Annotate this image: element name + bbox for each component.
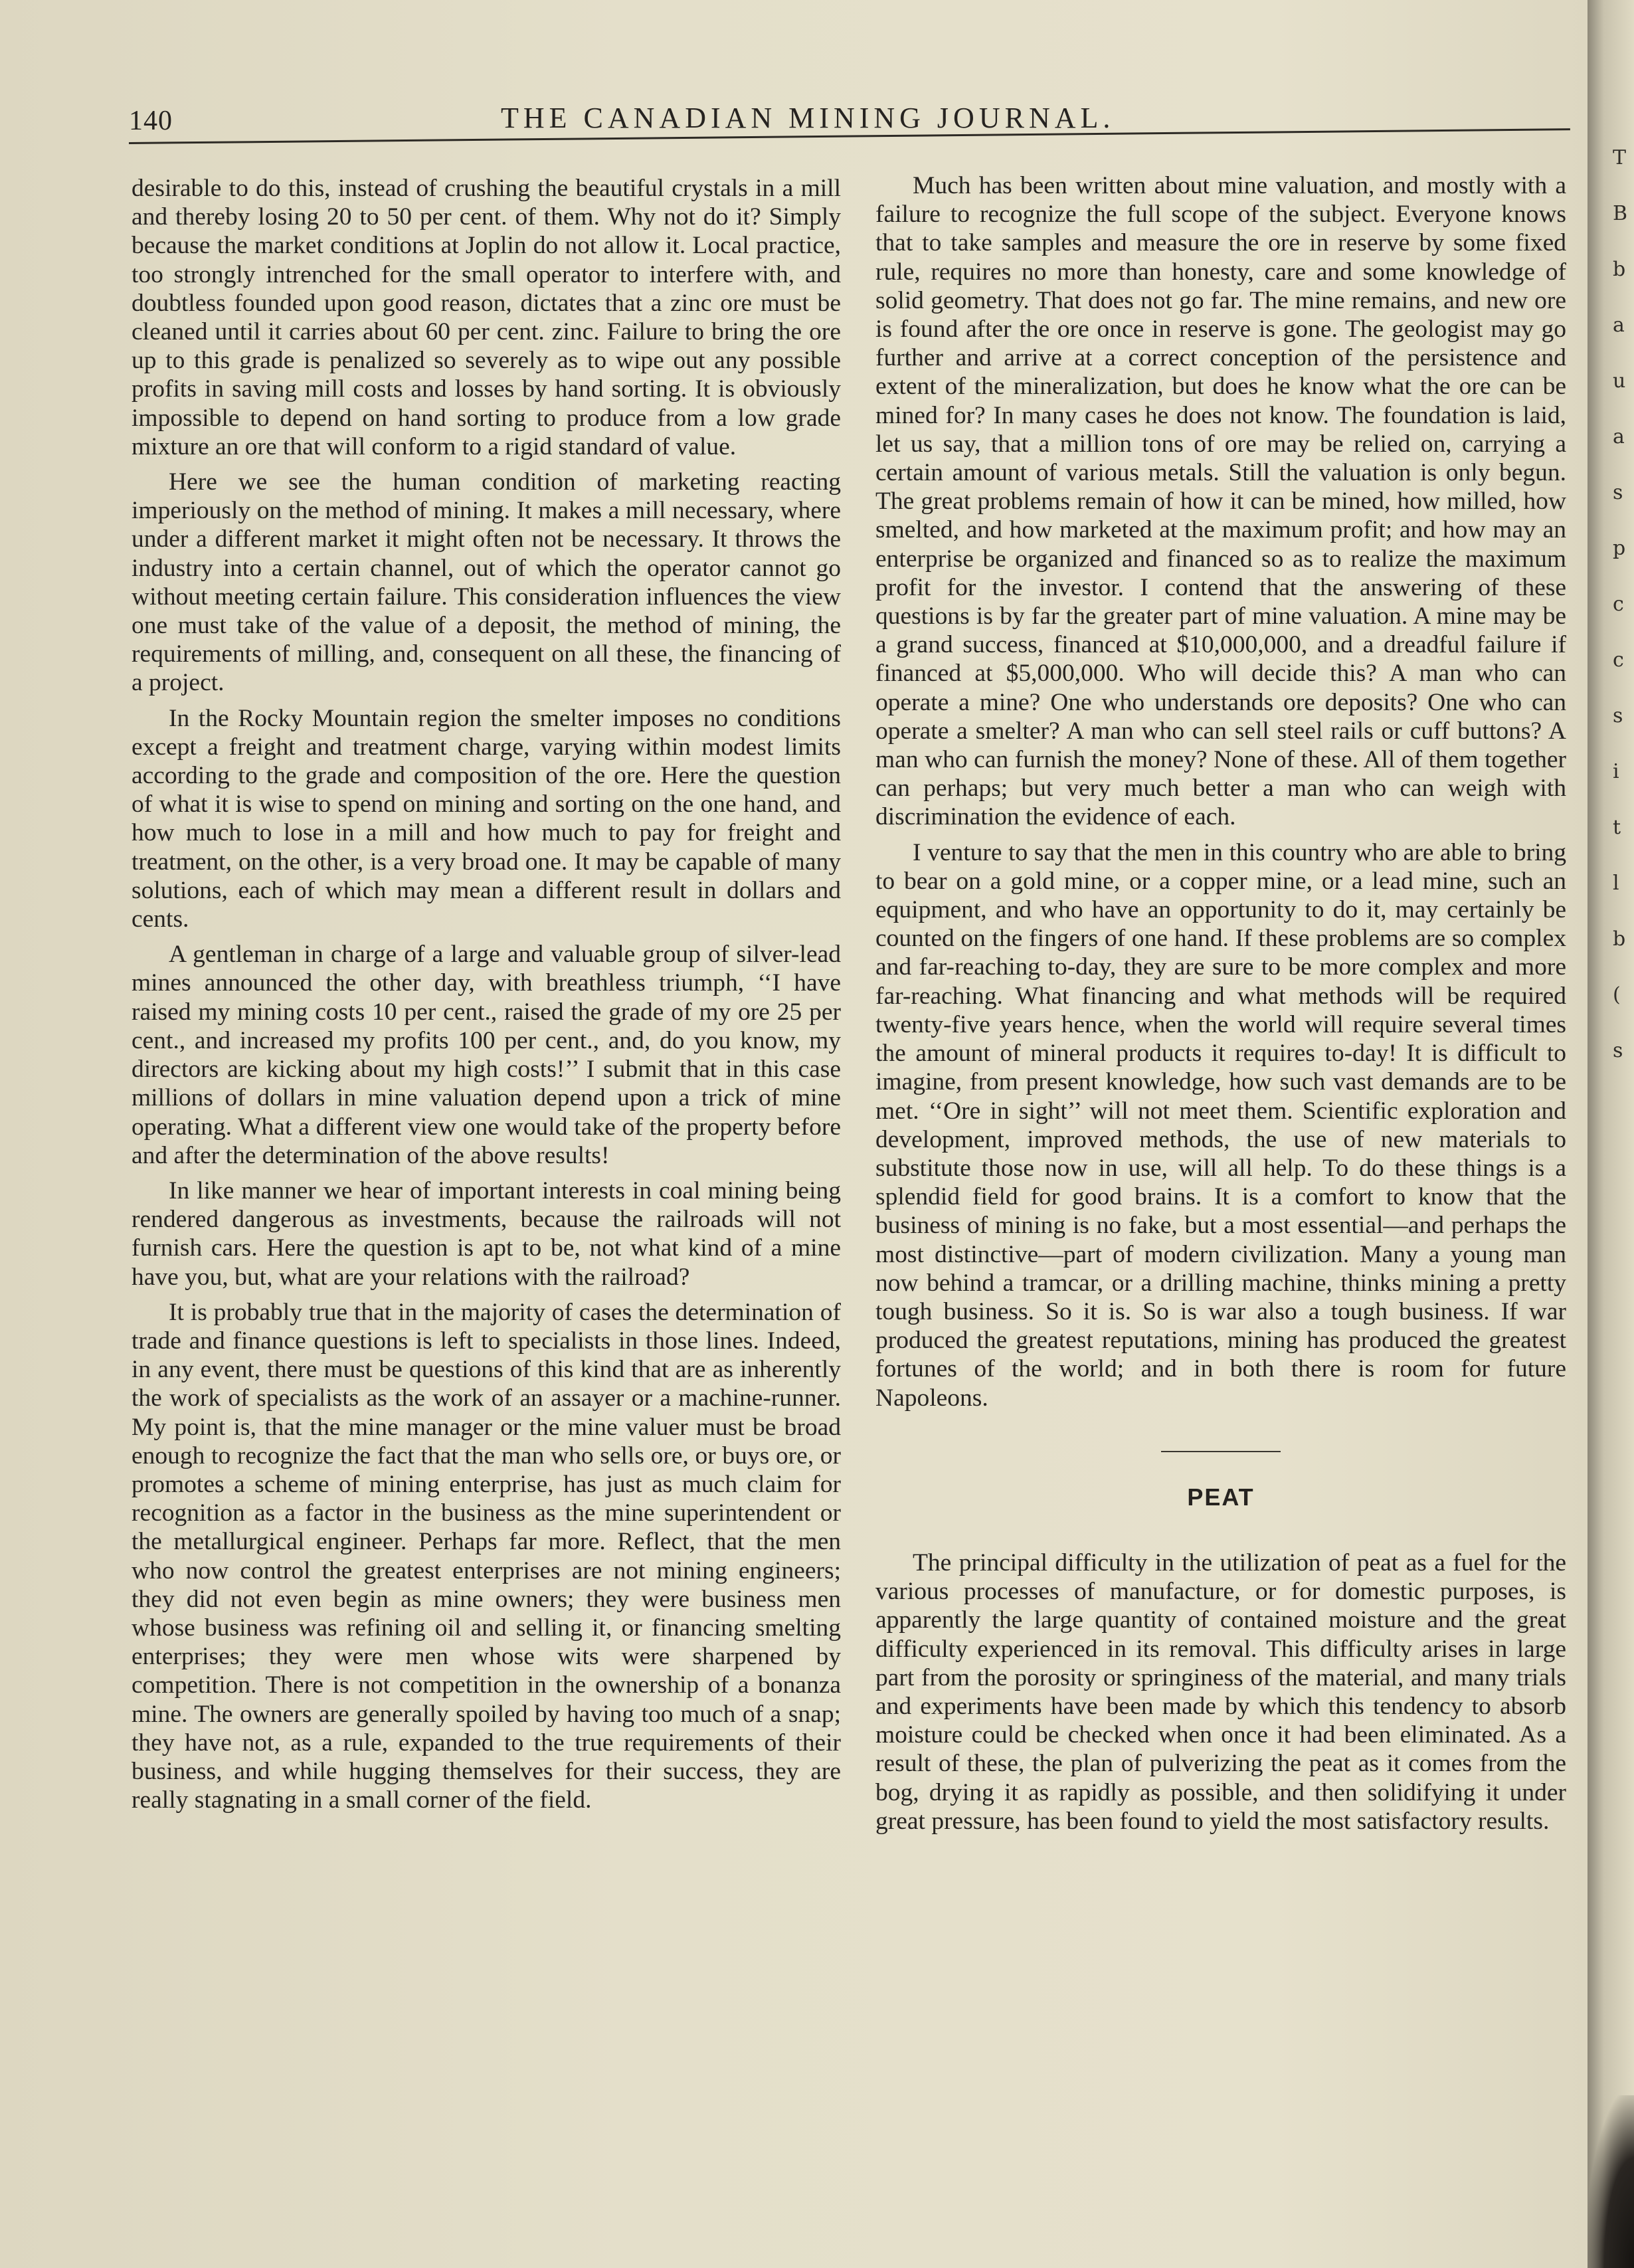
left-paragraph-4: A gentleman in charge of a large and valuable group of silver-lead mines announced the other day, with breathless triumph, ‘‘I have raised my mining costs 10 per cent., raised the grade of my ore 25 per cent., and increased my profits 100 per cent., and, do you know, my directors are kicking about my high costs!’’ I submit that in this case millions of dollars in mine valuation depend upon a trick of mine operating. What a different view one would take of the property before and after the determination of the above results! [132, 941, 841, 1169]
edge-letter: t [1613, 816, 1621, 839]
edge-letter: i [1613, 760, 1619, 783]
edge-letter: p [1613, 537, 1626, 560]
edge-letter: b [1613, 927, 1626, 951]
edge-letter: s [1613, 704, 1623, 727]
gutter-shadow [1588, 2095, 1634, 2268]
journal-title: THE CANADIAN MINING JOURNAL. [501, 102, 1115, 134]
edge-letter: a [1613, 314, 1625, 337]
left-paragraph-6: It is probably true that in the majority of cases the determination of trade and finance questions is left to specialists in those lines. Indeed, in any event, there must be questions of this kind that are as inherently the work of specialists as the work of an assayer or a machine-runner. My point is, that the mine manager or the mine valuer must be broad enough to recognize the fact that the man who sells ore, or buys ore, or promotes a scheme of mining enterprise, has just as much claim for recognition as a factor in the business as the mine superintendent or the metallurgical engineer. Perhaps far more. Reflect, that the men who now control the greatest enterprises are not mining engineers; they did not even begin as mine owners; they were business men whose business was refining oil and selling it, or financing smelting enterprises; they were men whose wits were sharpened by competition. There is not competition in the ownership of a bonanza mine. The owners are generally spoiled by having too much of a snap; they have not, as a rule, expanded to the true requirements of their business, and while hugging themselves for their success, they are really stagnating in a small corner of the field. [132, 1298, 841, 1814]
edge-letter: s [1613, 481, 1623, 504]
page-number: 140 [129, 106, 173, 136]
adjacent-page-edge [1613, 146, 1629, 1095]
left-paragraph-5: In like manner we hear of important interests in coal mining being rendered dangerous as investments, because the railroads will not furnish cars. Here the question is apt to be, not what kind of a mine have you, but, what are your relations with the railroad? [132, 1177, 841, 1291]
left-paragraph-3: In the Rocky Mountain region the smelter imposes no conditions except a freight and treatment charge, varying within modest limits according to the grade and composition of the ore. Here the question of what it is wise to spend on mining and sorting on the one hand, and how much to lose in a mill and how much to pay for freight and treatment, on the other, is a very broad one. It may be capable of many solutions, each of which may mean a different result in dollars and cents. [132, 704, 841, 933]
peat-paragraph: The principal difficulty in the utilization of peat as a fuel for the various processes of manufacture, or for domestic purposes, is apparently the large quantity of contained moisture and the great difficulty experienced in its removal. This difficulty arises in large part from the porosity or springiness of the material, and many trials and experiments have been made by which this tendency to absorb moisture could be checked when once it had been eliminated. As a result of these, the plan of pulverizing the peat as it comes from the bog, drying it as rapidly as possible, and then solidifying it under great pressure, has been found to yield the most satisfactory results. [875, 1549, 1566, 1835]
edge-letter: c [1613, 593, 1624, 616]
peat-heading: PEAT [1187, 1483, 1255, 1511]
edge-letter: s [1613, 1039, 1623, 1062]
edge-letter: ( [1613, 983, 1621, 1006]
right-column [875, 171, 1566, 1842]
edge-letter: B [1613, 202, 1628, 225]
left-paragraph-1: desirable to do this, instead of crushing the beautiful crystals in a mill and thereby losing 20 to 50 per cent. of them. Why not do it? Simply because the market conditions at Joplin do not allow it. Local practice, too strongly intrenched for the small operator to interfere with, and doubtless founded upon good reason, dictates that a zinc ore must be cleaned until it carries about 60 per cent. zinc. Failure to bring the ore up to this grade is penalized so severely as to wipe out any possible profits in saving mill costs and losses by hand sorting. It is obviously impossible to depend on hand sorting to produce from a low grade mixture an ore that will conform to a rigid standard of value. [132, 175, 841, 460]
right-paragraph-1: Much has been written about mine valuation, and mostly with a failure to recognize the full scope of the subject. Everyone knows that to take samples and measure the ore in reserve by some fixed rule, requires no more than honesty, care and some knowledge of solid geometry. That does not go far. The mine remains, and new ore is found after the ore once in reserve is gone. The geologist may go further and arrive at a correct conception of the persistence and extent of the mineralization, but does he know what the ore can be mined for? In many cases he does not know. The foundation is laid, let us say, that a million tons of ore may be relied on, carrying a certain amount of various metals. Still the valuation is only begun. The great problems remain of how it can be mined, how milled, how smelted, and how marketed at the maximum profit; and how may an enterprise be organized and financed so as to realize the maximum profit for the investor. I contend that the answering of these questions is by far the greater part of mine valuation. A mine may be a grand success, financed at $10,000,000, and a dreadful failure if financed at $5,000,000. Who will decide this? A man who can operate a mine? One who understands ore deposits? One who can operate a smelter? A man who can sell steel rails or cuff buttons? A man who can furnish the money? None of these. All of them together can perhaps; but very much better a man who can weigh with discrimination the evidence of each. [875, 172, 1566, 831]
section-divider [1161, 1451, 1281, 1452]
edge-letter: a [1613, 425, 1625, 448]
edge-letter: T [1613, 146, 1627, 169]
page-header [129, 101, 1451, 141]
edge-letter: c [1613, 648, 1624, 672]
edge-letter: b [1613, 258, 1626, 281]
edge-letter: u [1613, 369, 1626, 393]
edge-letter: l [1613, 872, 1619, 895]
left-paragraph-2: Here we see the human condition of marketing reacting imperiously on the method of mining. It makes a mill necessary, where under a different market it might often not be necessary. It throws the industry into a certain channel, out of which the operator cannot go without meeting certain failure. This consideration influences the view one must take of the value of a deposit, the method of mining, the requirements of milling, and, consequent on all these, the financing of a project. [132, 468, 841, 697]
left-column [132, 174, 841, 1821]
right-paragraph-2: I venture to say that the men in this country who are able to bring to bear on a gold mine, or a copper mine, or a lead mine, such an equipment, and who have an opportunity to do it, may certainly be counted on the fingers of one hand. If these problems are so complex and far-reaching to-day, they are sure to be more complex and more far-reaching. What financing and what methods will be required twenty-five years hence, when the world will require several times the amount of mineral products it requires to-day! It is difficult to imagine, from present knowledge, how such vast demands are to be met. ‘‘Ore in sight’’ will not meet them. Scientific exploration and development, improved methods, the use of new materials to substitute those now in use, will all help. To do these things is a splendid field for good brains. It is a comfort to know that the business of mining is no fake, but a most essential—and perhaps the most distinctive—part of modern civilization. Many a young man now behind a tramcar, or a drilling machine, thinks mining a pretty tough business. So it is. So is war also a tough business. If war produced the greatest reputations, mining has produced the greatest fortunes of the world; and in both there is room for future Napoleons. [875, 838, 1566, 1412]
